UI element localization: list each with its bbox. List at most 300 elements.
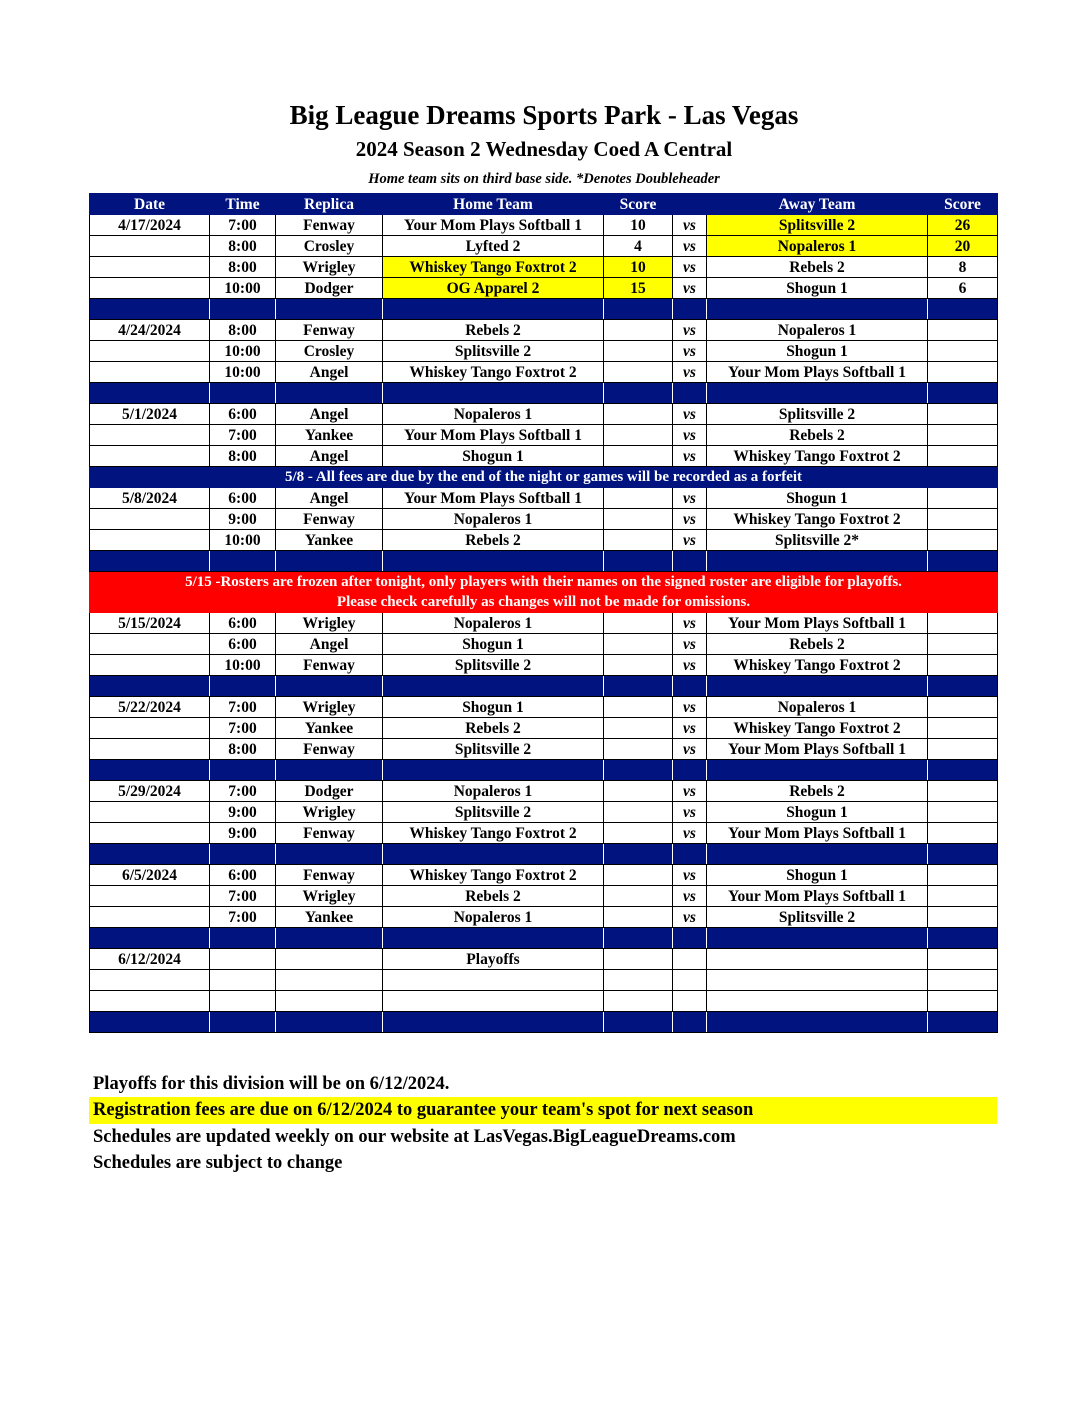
time-cell: 6:00 (210, 404, 276, 425)
home-score-cell (604, 739, 673, 760)
replica-cell: Crosley (276, 236, 383, 257)
separator-cell (210, 551, 276, 572)
vs-cell: vs (673, 530, 707, 551)
page-subtitle: 2024 Season 2 Wednesday Coed A Central (355, 137, 733, 161)
date-cell: 4/24/2024 (90, 320, 210, 341)
separator-cell (276, 299, 383, 320)
away-team-cell: Whiskey Tango Foxtrot 2 (707, 446, 928, 467)
replica-cell: Wrigley (276, 257, 383, 278)
replica-cell: Wrigley (276, 613, 383, 634)
date-cell (90, 236, 210, 257)
replica-cell: Crosley (276, 341, 383, 362)
table-row (90, 320, 998, 341)
separator-cell (673, 551, 707, 572)
date-cell (90, 739, 210, 760)
separator-cell (210, 844, 276, 865)
vs-cell: vs (673, 823, 707, 844)
time-cell: 6:00 (210, 488, 276, 509)
vs-cell: vs (673, 613, 707, 634)
separator-cell (210, 1012, 276, 1033)
away-score-cell (928, 320, 998, 341)
replica-cell: Fenway (276, 655, 383, 676)
separator-cell (383, 551, 604, 572)
separator-cell (383, 299, 604, 320)
away-team-cell: Your Mom Plays Softball 1 (707, 739, 928, 760)
separator-row (90, 383, 998, 404)
vs-cell: vs (673, 404, 707, 425)
vs-cell: vs (673, 718, 707, 739)
footer-change-note: Schedules are subject to change (93, 1153, 343, 1173)
replica-cell: Angel (276, 634, 383, 655)
separator-row (90, 928, 998, 949)
home-score-cell (604, 488, 673, 509)
time-cell: 8:00 (210, 257, 276, 278)
separator-row (90, 844, 998, 865)
away-team-cell: Shogun 1 (707, 341, 928, 362)
replica-cell: Angel (276, 488, 383, 509)
time-cell: 7:00 (210, 697, 276, 718)
home-team-cell: Splitsville 2 (383, 341, 604, 362)
date-cell (90, 446, 210, 467)
table-row (90, 781, 998, 802)
table-row (90, 236, 998, 257)
table-row (90, 362, 998, 383)
table-row (90, 718, 998, 739)
away-score-cell (928, 404, 998, 425)
away-team-cell: Splitsville 2 (707, 215, 928, 236)
time-cell: 8:00 (210, 320, 276, 341)
away-score-cell (928, 886, 998, 907)
home-team-cell: Rebels 2 (383, 886, 604, 907)
home-team-cell: Splitsville 2 (383, 802, 604, 823)
away-team-cell: Rebels 2 (707, 781, 928, 802)
away-team-cell: Whiskey Tango Foxtrot 2 (707, 718, 928, 739)
table-row (90, 802, 998, 823)
separator-cell (707, 844, 928, 865)
away-team-cell: Shogun 1 (707, 278, 928, 299)
vs-cell: vs (673, 278, 707, 299)
replica-cell (276, 991, 383, 1012)
replica-cell: Wrigley (276, 886, 383, 907)
replica-cell: Angel (276, 446, 383, 467)
away-team-cell (707, 949, 928, 970)
home-score-cell (604, 781, 673, 802)
column-header-date: Date (90, 194, 210, 215)
table-row (90, 446, 998, 467)
home-score-cell (604, 907, 673, 928)
separator-row (90, 676, 998, 697)
time-cell: 6:00 (210, 865, 276, 886)
away-score-cell: 20 (928, 236, 998, 257)
column-header-time: Time (210, 194, 276, 215)
away-team-cell: Your Mom Plays Softball 1 (707, 823, 928, 844)
time-cell (210, 970, 276, 991)
home-team-cell: Rebels 2 (383, 530, 604, 551)
time-cell: 10:00 (210, 530, 276, 551)
away-team-cell: Splitsville 2 (707, 907, 928, 928)
time-cell: 8:00 (210, 236, 276, 257)
separator-cell (604, 383, 673, 404)
home-team-cell: Your Mom Plays Softball 1 (383, 215, 604, 236)
home-score-cell (604, 886, 673, 907)
vs-cell: vs (673, 446, 707, 467)
home-score-cell (604, 404, 673, 425)
separator-cell (210, 299, 276, 320)
vs-cell (673, 970, 707, 991)
time-cell: 10:00 (210, 655, 276, 676)
date-cell (90, 823, 210, 844)
table-row (90, 341, 998, 362)
table-row (90, 278, 998, 299)
away-team-cell: Shogun 1 (707, 802, 928, 823)
away-team-cell: Your Mom Plays Softball 1 (707, 613, 928, 634)
separator-cell (90, 676, 210, 697)
away-score-cell: 26 (928, 215, 998, 236)
separator-cell (673, 928, 707, 949)
home-team-cell: Nopaleros 1 (383, 907, 604, 928)
replica-cell: Fenway (276, 739, 383, 760)
home-team-cell: Your Mom Plays Softball 1 (383, 488, 604, 509)
away-score-cell (928, 613, 998, 634)
home-score-cell (604, 802, 673, 823)
date-cell (90, 509, 210, 530)
date-cell (90, 362, 210, 383)
time-cell: 7:00 (210, 215, 276, 236)
date-cell (90, 278, 210, 299)
separator-cell (673, 760, 707, 781)
separator-cell (276, 676, 383, 697)
away-team-cell: Nopaleros 1 (707, 236, 928, 257)
time-cell: 7:00 (210, 886, 276, 907)
home-score-cell (604, 362, 673, 383)
date-cell: 6/12/2024 (90, 949, 210, 970)
column-header-vs (673, 194, 707, 215)
away-team-cell: Your Mom Plays Softball 1 (707, 362, 928, 383)
replica-cell: Fenway (276, 823, 383, 844)
table-row (90, 530, 998, 551)
column-header-away-team: Away Team (707, 194, 928, 215)
notice-text: 5/8 - All fees are due by the end of the night or games will be recorded as a forfeit (284, 468, 803, 485)
replica-cell: Yankee (276, 907, 383, 928)
notice-row (90, 467, 998, 488)
date-cell (90, 802, 210, 823)
separator-cell (90, 760, 210, 781)
separator-cell (210, 676, 276, 697)
table-header-row (90, 194, 998, 215)
home-score-cell (604, 865, 673, 886)
separator-cell (928, 760, 998, 781)
away-score-cell (928, 823, 998, 844)
separator-cell (276, 1012, 383, 1033)
away-score-cell (928, 697, 998, 718)
vs-cell: vs (673, 362, 707, 383)
vs-cell: vs (673, 425, 707, 446)
separator-cell (90, 299, 210, 320)
home-score-cell (604, 341, 673, 362)
separator-cell (276, 551, 383, 572)
notice-text: 5/15 -Rosters are frozen after tonight, only players with their names on the signed roster are eligible for playoffs. (185, 574, 902, 590)
column-header-replica: Replica (276, 194, 383, 215)
separator-cell (383, 760, 604, 781)
separator-cell (604, 299, 673, 320)
time-cell: 10:00 (210, 362, 276, 383)
separator-cell (928, 383, 998, 404)
vs-cell: vs (673, 509, 707, 530)
home-score-cell (604, 697, 673, 718)
replica-cell (276, 949, 383, 970)
home-team-cell (383, 991, 604, 1012)
home-team-cell: Nopaleros 1 (383, 613, 604, 634)
home-team-cell: Whiskey Tango Foxtrot 2 (383, 865, 604, 886)
home-team-cell: Your Mom Plays Softball 1 (383, 425, 604, 446)
separator-cell (383, 383, 604, 404)
home-score-cell (604, 446, 673, 467)
time-cell: 9:00 (210, 823, 276, 844)
separator-cell (707, 676, 928, 697)
separator-cell (210, 760, 276, 781)
separator-cell (707, 299, 928, 320)
home-team-cell (383, 970, 604, 991)
home-team-cell: Rebels 2 (383, 320, 604, 341)
away-team-cell: Rebels 2 (707, 634, 928, 655)
schedule-body (90, 215, 998, 1033)
away-score-cell (928, 509, 998, 530)
away-score-cell (928, 341, 998, 362)
replica-cell: Angel (276, 404, 383, 425)
separator-cell (928, 299, 998, 320)
notice-row (90, 572, 998, 613)
vs-cell: vs (673, 802, 707, 823)
vs-cell: vs (673, 341, 707, 362)
table-row (90, 697, 998, 718)
vs-cell (673, 991, 707, 1012)
time-cell: 8:00 (210, 446, 276, 467)
table-row (90, 215, 998, 236)
vs-cell: vs (673, 781, 707, 802)
separator-cell (210, 383, 276, 404)
separator-cell (383, 844, 604, 865)
column-header-home-score: Score (604, 194, 673, 215)
away-score-cell (928, 718, 998, 739)
separator-cell (673, 844, 707, 865)
home-team-cell: Shogun 1 (383, 446, 604, 467)
replica-cell: Wrigley (276, 697, 383, 718)
separator-row (90, 299, 998, 320)
schedule-note: Home team sits on third base side. *Denotes Doubleheader (368, 171, 720, 187)
separator-cell (928, 1012, 998, 1033)
separator-cell (928, 928, 998, 949)
away-team-cell: Shogun 1 (707, 488, 928, 509)
column-header-home-team: Home Team (383, 194, 604, 215)
date-cell: 5/15/2024 (90, 613, 210, 634)
table-row (90, 613, 998, 634)
away-team-cell (707, 970, 928, 991)
separator-cell (276, 383, 383, 404)
home-score-cell (604, 320, 673, 341)
date-cell: 5/8/2024 (90, 488, 210, 509)
home-team-cell: Whiskey Tango Foxtrot 2 (383, 257, 604, 278)
notice-text: Please check carefully as changes will not be made for omissions. (336, 594, 751, 610)
separator-cell (928, 676, 998, 697)
separator-cell (383, 1012, 604, 1033)
away-score-cell (928, 425, 998, 446)
away-team-cell: Shogun 1 (707, 865, 928, 886)
separator-cell (90, 844, 210, 865)
time-cell: 7:00 (210, 907, 276, 928)
home-score-cell (604, 509, 673, 530)
home-team-cell: Lyfted 2 (383, 236, 604, 257)
footer-playoffs-note: Playoffs for this division will be on 6/12/2024. (93, 1074, 450, 1094)
time-cell: 9:00 (210, 509, 276, 530)
separator-cell (673, 299, 707, 320)
away-score-cell (928, 865, 998, 886)
table-row (90, 823, 998, 844)
replica-cell: Fenway (276, 320, 383, 341)
separator-cell (276, 760, 383, 781)
date-cell (90, 886, 210, 907)
separator-cell (90, 928, 210, 949)
time-cell: 6:00 (210, 613, 276, 634)
away-score-cell (928, 970, 998, 991)
replica-cell: Yankee (276, 530, 383, 551)
home-score-cell (604, 530, 673, 551)
home-score-cell: 15 (604, 278, 673, 299)
separator-cell (673, 676, 707, 697)
separator-cell (928, 551, 998, 572)
separator-row (90, 551, 998, 572)
away-score-cell (928, 446, 998, 467)
vs-cell: vs (673, 634, 707, 655)
home-team-cell: Whiskey Tango Foxtrot 2 (383, 823, 604, 844)
date-cell (90, 991, 210, 1012)
time-cell: 10:00 (210, 341, 276, 362)
time-cell: 7:00 (210, 781, 276, 802)
away-score-cell (928, 949, 998, 970)
table-row (90, 865, 998, 886)
table-row (90, 509, 998, 530)
date-cell (90, 257, 210, 278)
time-cell: 8:00 (210, 739, 276, 760)
table-row (90, 257, 998, 278)
away-team-cell: Splitsville 2 (707, 404, 928, 425)
replica-cell: Wrigley (276, 802, 383, 823)
home-score-cell (604, 991, 673, 1012)
vs-cell: vs (673, 865, 707, 886)
table-row (90, 970, 998, 991)
home-team-cell: Shogun 1 (383, 697, 604, 718)
away-team-cell: Nopaleros 1 (707, 697, 928, 718)
page-title: Big League Dreams Sports Park - Las Vegas (289, 100, 799, 130)
separator-cell (604, 844, 673, 865)
home-team-cell: Shogun 1 (383, 634, 604, 655)
separator-cell (707, 928, 928, 949)
separator-cell (276, 844, 383, 865)
table-row (90, 404, 998, 425)
vs-cell: vs (673, 320, 707, 341)
date-cell (90, 718, 210, 739)
replica-cell: Yankee (276, 718, 383, 739)
replica-cell: Yankee (276, 425, 383, 446)
vs-cell: vs (673, 739, 707, 760)
away-team-cell: Your Mom Plays Softball 1 (707, 886, 928, 907)
away-team-cell: Whiskey Tango Foxtrot 2 (707, 509, 928, 530)
date-cell (90, 970, 210, 991)
date-cell: 5/1/2024 (90, 404, 210, 425)
separator-cell (604, 676, 673, 697)
home-team-cell: Whiskey Tango Foxtrot 2 (383, 362, 604, 383)
replica-cell: Fenway (276, 215, 383, 236)
time-cell: 9:00 (210, 802, 276, 823)
home-score-cell (604, 613, 673, 634)
date-cell (90, 530, 210, 551)
vs-cell: vs (673, 257, 707, 278)
away-score-cell (928, 991, 998, 1012)
replica-cell: Fenway (276, 865, 383, 886)
replica-cell: Dodger (276, 278, 383, 299)
away-score-cell: 8 (928, 257, 998, 278)
separator-cell (90, 383, 210, 404)
column-header-away-score: Score (928, 194, 998, 215)
separator-cell (383, 928, 604, 949)
date-cell: 6/5/2024 (90, 865, 210, 886)
away-team-cell: Nopaleros 1 (707, 320, 928, 341)
separator-cell (90, 1012, 210, 1033)
home-team-cell: OG Apparel 2 (383, 278, 604, 299)
away-score-cell (928, 802, 998, 823)
table-row (90, 886, 998, 907)
table-row (90, 425, 998, 446)
home-score-cell (604, 425, 673, 446)
vs-cell: vs (673, 886, 707, 907)
notice-cell (90, 467, 998, 488)
separator-cell (928, 844, 998, 865)
home-team-cell: Nopaleros 1 (383, 781, 604, 802)
separator-cell (707, 383, 928, 404)
separator-cell (276, 928, 383, 949)
time-cell: 10:00 (210, 278, 276, 299)
date-cell (90, 655, 210, 676)
table-row (90, 949, 998, 970)
separator-cell (707, 1012, 928, 1033)
table-row (90, 634, 998, 655)
notice-cell (90, 572, 998, 613)
home-score-cell (604, 949, 673, 970)
away-score-cell (928, 907, 998, 928)
away-score-cell (928, 781, 998, 802)
vs-cell: vs (673, 236, 707, 257)
date-cell (90, 341, 210, 362)
date-cell (90, 425, 210, 446)
table-row (90, 739, 998, 760)
replica-cell: Fenway (276, 509, 383, 530)
separator-cell (604, 760, 673, 781)
home-team-cell: Splitsville 2 (383, 655, 604, 676)
away-score-cell (928, 655, 998, 676)
home-score-cell (604, 823, 673, 844)
separator-cell (604, 928, 673, 949)
home-team-cell: Nopaleros 1 (383, 404, 604, 425)
vs-cell: vs (673, 215, 707, 236)
away-team-cell: Whiskey Tango Foxtrot 2 (707, 655, 928, 676)
time-cell: 7:00 (210, 718, 276, 739)
table-row (90, 907, 998, 928)
separator-cell (604, 1012, 673, 1033)
date-cell (90, 634, 210, 655)
footer-registration-note: Registration fees are due on 6/12/2024 to guarantee your team's spot for next season (89, 1097, 997, 1124)
replica-cell: Angel (276, 362, 383, 383)
home-score-cell (604, 655, 673, 676)
away-team-cell (707, 991, 928, 1012)
